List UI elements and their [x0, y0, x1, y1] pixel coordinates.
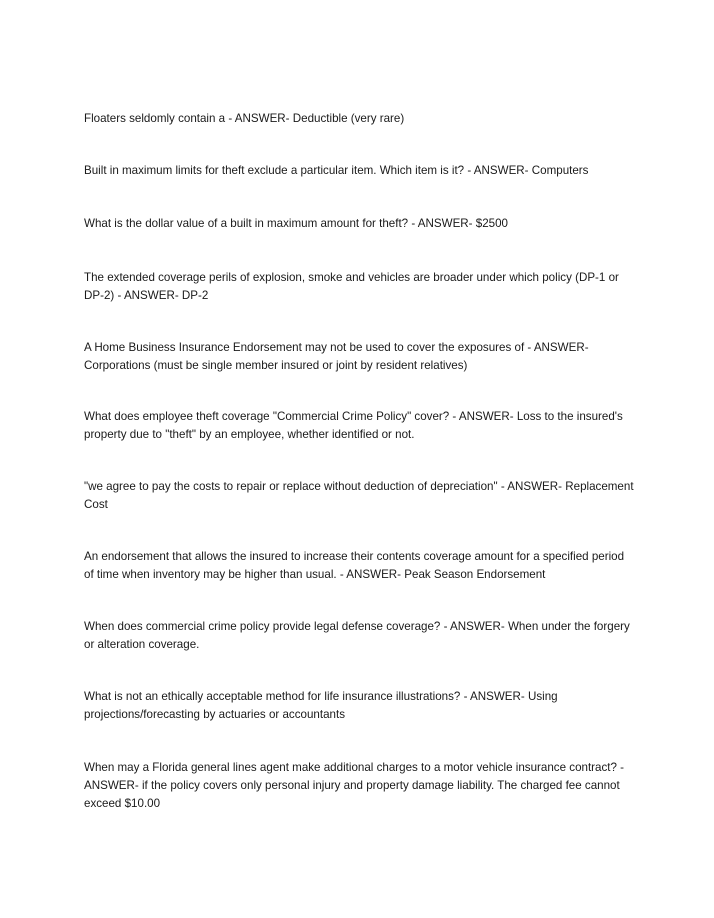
- qa-entry-6: What does employee theft coverage "Commercial Crime Policy" cover? - ANSWER- Loss to the insured's property due to "theft" by an employee, whether identified or not.: [84, 410, 623, 441]
- qa-entry-8: An endorsement that allows the insured to increase their contents coverage amount for a specified period of time when inventory may be higher than usual. - ANSWER- Peak Season Endorsement: [84, 550, 625, 581]
- qa-entry-11: When may a Florida general lines agent make additional charges to a motor vehicle insurance contract? - ANSWER- if the policy covers only personal injury and property damage liability. The charged fee cannot exceed $10.00: [84, 761, 625, 810]
- qa-entry-1: Floaters seldomly contain a - ANSWER- Deductible (very rare): [84, 112, 405, 125]
- qa-entry-4: The extended coverage perils of explosion, smoke and vehicles are broader under which policy (DP-1 or DP-2) - ANSWER- DP-2: [84, 271, 619, 302]
- qa-entry-10: What is not an ethically acceptable method for life insurance illustrations? - ANSWER- Using projections/forecasting by actuaries or accountants: [84, 690, 558, 721]
- qa-entry-9: When does commercial crime policy provide legal defense coverage? - ANSWER- When under the forgery or alteration coverage.: [84, 620, 630, 651]
- qa-entry-3: What is the dollar value of a built in maximum amount for theft? - ANSWER- $2500: [84, 217, 509, 230]
- qa-entry-5: A Home Business Insurance Endorsement may not be used to cover the exposures of - ANSWER- Corporations (must be single member insured or joint by resident relatives): [84, 341, 589, 372]
- qa-entry-7: "we agree to pay the costs to repair or replace without deduction of depreciation" - ANSWER- Replacement Cost: [84, 480, 634, 511]
- qa-entry-2: Built in maximum limits for theft exclude a particular item. Which item is it? - ANSWER- Computers: [84, 164, 589, 177]
